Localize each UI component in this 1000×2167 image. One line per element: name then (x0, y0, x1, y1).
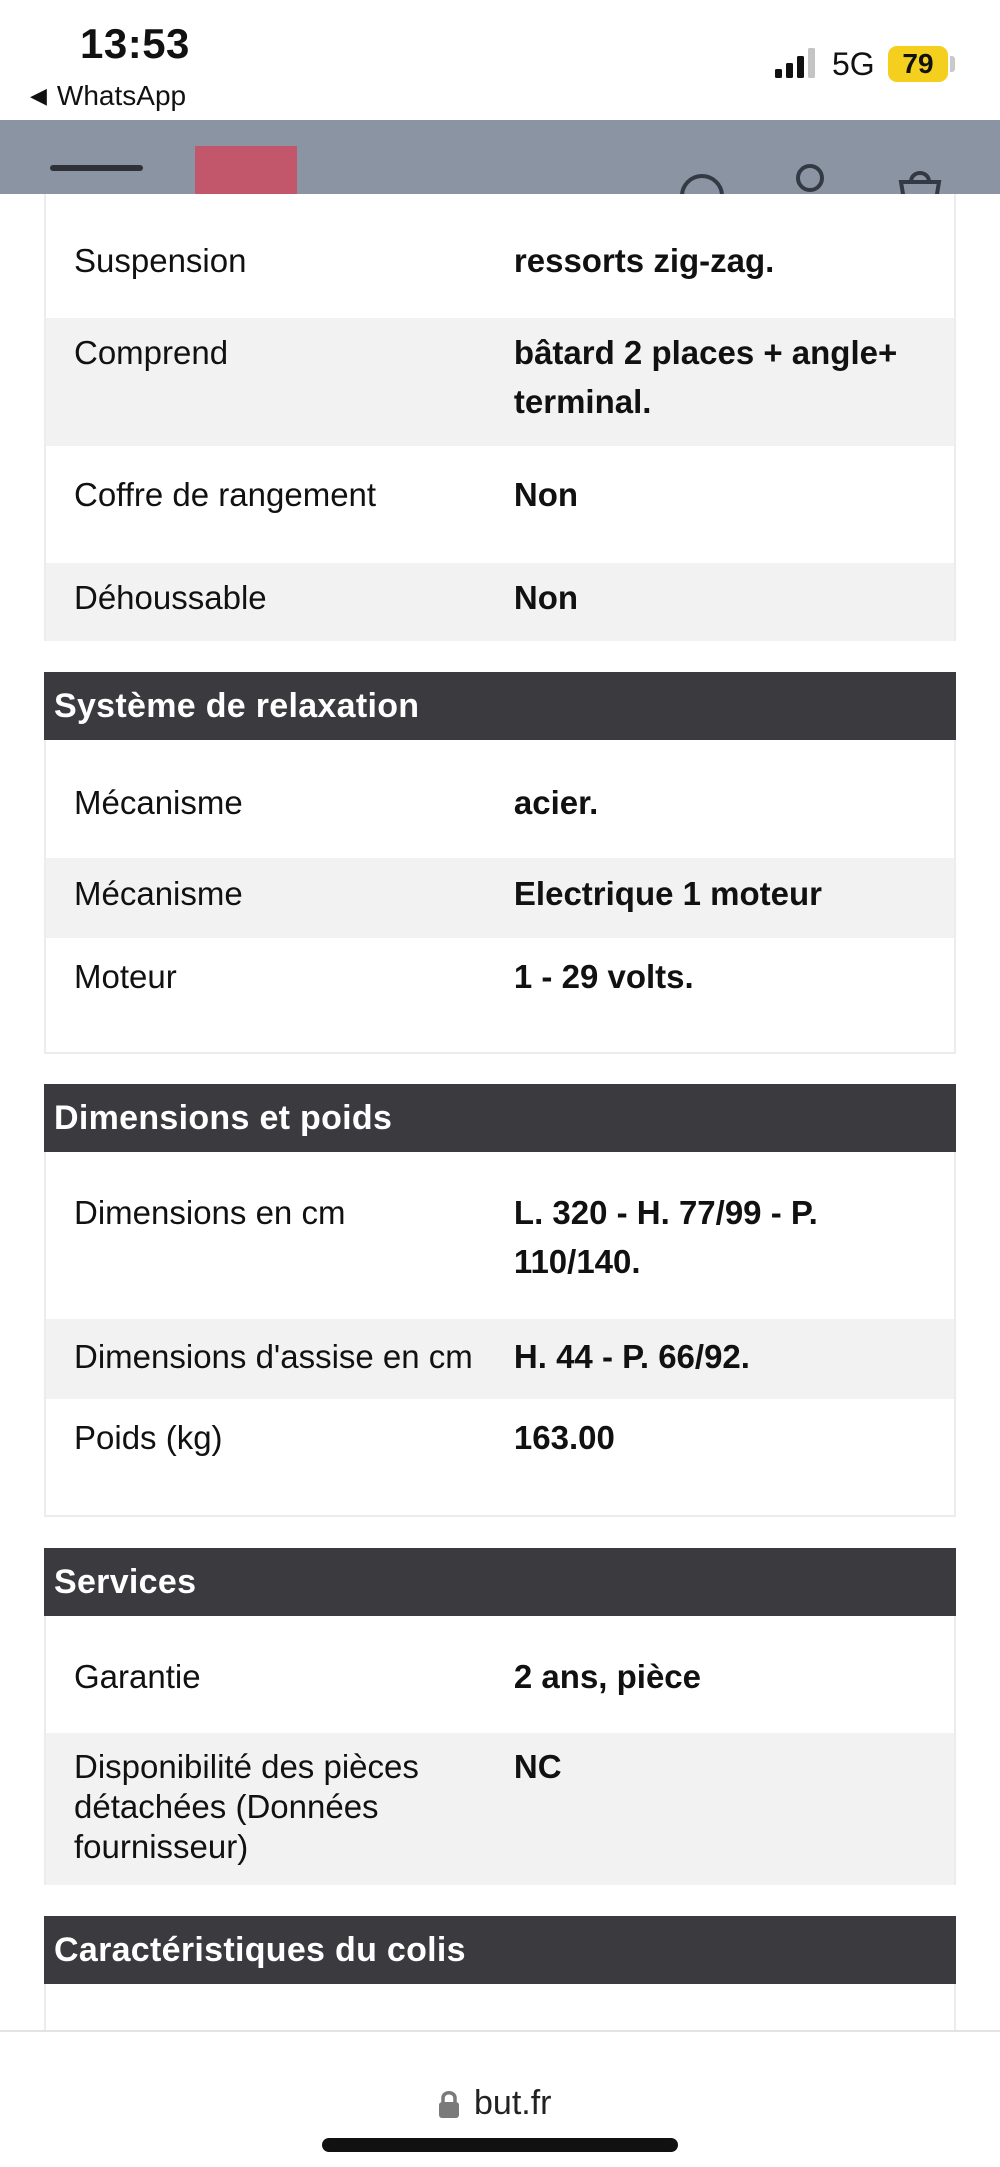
table-row (46, 1616, 954, 1733)
section-header-dimensions: Dimensions et poids (44, 1084, 956, 1152)
table-row (46, 1319, 954, 1399)
spec-label: Disponibilité des pièces détachées (Données fournisseur) (74, 1748, 419, 1865)
spec-label: Déhoussable (74, 579, 267, 616)
spec-label: Moteur (74, 958, 177, 995)
spec-value: acier. (513, 784, 599, 821)
lock-icon (438, 2089, 460, 2119)
battery-tip (950, 56, 955, 72)
spec-value: L. 320 - H. 77/99 - P. 110/140. (513, 1194, 818, 1280)
search-icon[interactable] (680, 170, 726, 194)
back-triangle-icon: ◀ (30, 83, 47, 108)
signal-icon (775, 48, 817, 78)
section-header-colis: Caractéristiques du colis (44, 1916, 956, 1984)
spec-value: 1 - 29 volts. (513, 958, 694, 995)
spec-label: Garantie (74, 1658, 201, 1695)
battery-icon: 79 (888, 46, 948, 82)
brand-logo[interactable] (195, 146, 297, 194)
table-row (46, 1152, 954, 1319)
spec-value: Electrique 1 moteur (513, 875, 822, 912)
table-row (46, 1733, 954, 1885)
cart-icon[interactable] (895, 166, 945, 194)
spec-label: Coffre de rangement (74, 476, 377, 513)
url-text: but.fr (474, 2084, 552, 2122)
spec-value: bâtard 2 places + angle+ terminal. (513, 334, 898, 420)
browser-bottom-bar (0, 2030, 1000, 2167)
address-bar[interactable] (438, 2084, 551, 2123)
spec-label: Dimensions d'assise en cm (74, 1338, 473, 1375)
spec-value: 2 ans, pièce (513, 1658, 702, 1695)
table-row (46, 194, 954, 318)
spec-value: ressorts zig-zag. (513, 242, 775, 279)
spec-value: H. 44 - P. 66/92. (513, 1338, 750, 1375)
spec-value: Non (513, 476, 579, 513)
back-to-app-button[interactable] (30, 80, 186, 112)
specs-table-dimensions (44, 1152, 956, 1517)
spec-value: 163.00 (513, 1419, 615, 1456)
spec-label: Mécanisme (74, 875, 243, 912)
specs-table-services (44, 1616, 956, 1885)
spec-label: Comprend (74, 334, 229, 371)
spec-value: Non (513, 579, 579, 616)
specs-table-top (44, 194, 956, 641)
status-bar (0, 0, 1000, 120)
menu-icon[interactable] (50, 165, 143, 171)
table-row (46, 938, 954, 1052)
spec-value: NC (513, 1748, 562, 1785)
network-label: 5G (832, 46, 875, 82)
specs-table-relaxation (44, 740, 956, 1054)
section-header-services: Services (44, 1548, 956, 1616)
table-row (46, 858, 954, 938)
status-time: 13:53 (80, 20, 190, 67)
spec-label: Dimensions en cm (74, 1194, 346, 1231)
section-header-relaxation: Système de relaxation (44, 672, 956, 740)
spec-label: Suspension (74, 242, 247, 279)
spec-label: Poids (kg) (74, 1419, 223, 1456)
product-specs (44, 194, 956, 2044)
table-row (46, 740, 954, 858)
spec-label: Mécanisme (74, 784, 243, 821)
table-row (46, 1399, 954, 1515)
back-app-label: WhatsApp (56, 80, 187, 111)
table-row (46, 318, 954, 446)
site-header (0, 120, 1000, 194)
home-indicator[interactable] (322, 2138, 678, 2152)
account-icon[interactable] (790, 164, 830, 194)
table-row (46, 446, 954, 563)
table-row (46, 563, 954, 641)
